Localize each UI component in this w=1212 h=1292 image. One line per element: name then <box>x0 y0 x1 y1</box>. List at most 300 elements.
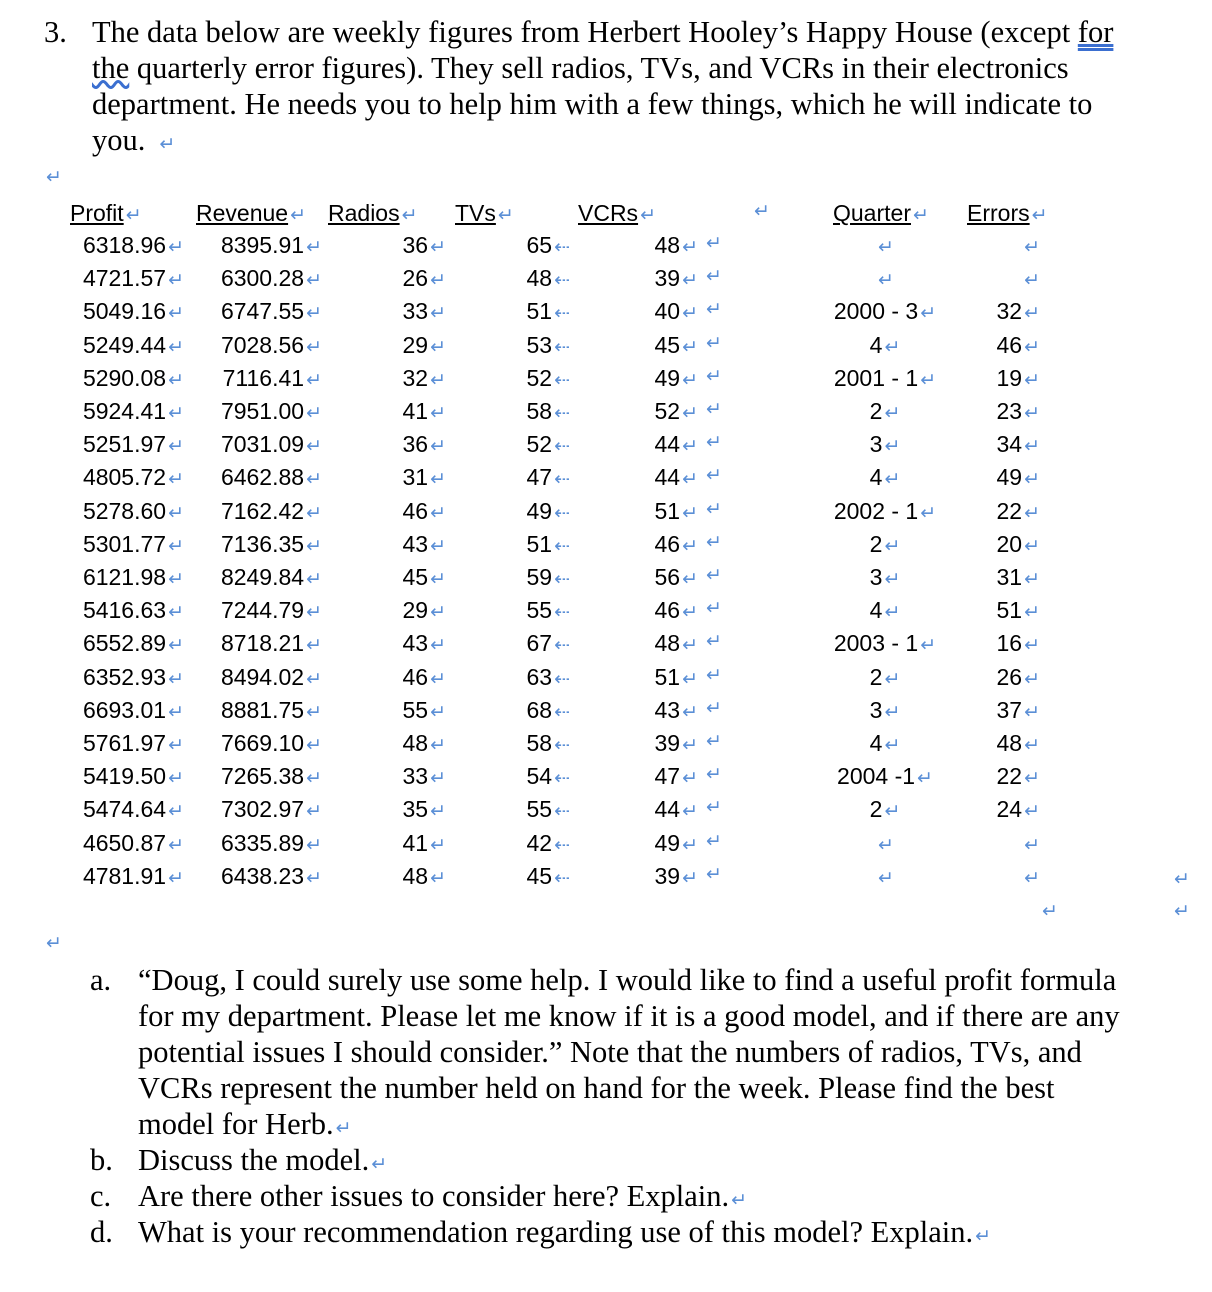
return-icon: ↵ <box>430 302 446 325</box>
cell-tvs: 47 ⇠ <box>526 464 570 491</box>
cell-vcrs: 44 ↵ <box>654 464 698 491</box>
return-icon: ↵ <box>1024 335 1040 358</box>
return-icon: ↵ <box>306 667 322 690</box>
return-icon: ↵ <box>168 269 184 292</box>
return-icon: ↵ <box>306 302 322 325</box>
return-icon: ↵ <box>706 331 722 354</box>
return-icon: ↵ <box>1024 866 1040 889</box>
cell-tvs: 51 ⇠ <box>526 298 570 325</box>
cell-revenue: 8881.75 ↵ <box>220 696 322 723</box>
return-icon: ↵ <box>682 335 698 358</box>
return-icon: ⇠ <box>554 601 570 624</box>
return-icon: ↵ <box>1174 868 1190 890</box>
cell-errors: 16 ↵ <box>996 630 1040 657</box>
return-icon: ↵ <box>290 204 306 226</box>
question-c-line-1: Are there other issues to consider here? Explain. ↵ <box>138 1179 748 1213</box>
cell-tvs: 42 ⇠ <box>526 829 570 856</box>
return-icon: ↵ <box>168 568 184 590</box>
return-icon: ↵ <box>920 501 937 524</box>
return-icon: ⇠ <box>554 568 570 590</box>
return-icon: ↵ <box>430 501 446 524</box>
return-icon: ⇠ <box>554 700 570 723</box>
return-icon: ↵ <box>306 435 322 458</box>
return-icon: ↵ <box>682 734 698 756</box>
return-icon: ↵ <box>430 634 446 657</box>
return-icon: ↵ <box>306 833 322 856</box>
return-icon: ↵ <box>706 564 722 586</box>
return-icon: ↵ <box>430 236 446 258</box>
return-icon: ↵ <box>706 265 722 288</box>
return-icon: ↵ <box>306 767 322 790</box>
cell-errors <box>960 232 1040 259</box>
cell-radios: 43 ↵ <box>402 530 446 557</box>
return-icon: ↵ <box>168 501 184 524</box>
return-icon: ↵ <box>1024 501 1040 524</box>
return-icon: ⇠ <box>554 468 570 491</box>
cell-tvs: 45 ⇠ <box>526 862 570 889</box>
return-icon: ↵ <box>1024 700 1040 723</box>
return-icon: ↵ <box>878 833 894 856</box>
cell-profit: 6352.93 ↵ <box>82 663 184 690</box>
return-icon: ↵ <box>1024 734 1040 756</box>
return-icon: ↵ <box>682 468 698 491</box>
return-icon: ↵ <box>430 435 446 458</box>
return-icon: ↵ <box>682 700 698 723</box>
cell-radios: 55 ↵ <box>402 696 446 723</box>
return-icon: ↵ <box>706 829 722 852</box>
cell-errors: 19 ↵ <box>996 364 1040 391</box>
cell-errors: 49 ↵ <box>996 464 1040 491</box>
return-icon: ↵ <box>884 468 901 491</box>
return-icon: ↵ <box>1024 833 1040 856</box>
return-icon: ⇠ <box>554 435 570 458</box>
return-icon: ↵ <box>168 833 184 856</box>
return-icon: ↵ <box>306 269 322 292</box>
return-icon: ↵ <box>168 866 184 889</box>
cell-profit: 6318.96 ↵ <box>82 232 184 258</box>
cell-revenue: 7244.79 ↵ <box>220 597 322 624</box>
cell-quarter: 4 ↵ <box>869 730 901 756</box>
return-icon: ↵ <box>878 236 894 258</box>
cell-revenue: 8494.02 ↵ <box>220 663 322 690</box>
header-tvs: TVs ↵ <box>455 200 514 226</box>
cell-profit: 5416.63 ↵ <box>82 597 184 624</box>
cell-quarter <box>820 830 950 857</box>
return-icon: ↵ <box>682 667 698 690</box>
cell-radios: 33 ↵ <box>402 763 446 790</box>
return-icon: ↵ <box>640 204 656 226</box>
header-quarter: Quarter ↵ <box>833 200 929 226</box>
cell-errors: 32 ↵ <box>996 298 1040 325</box>
cell-tvs: 68 ⇠ <box>526 696 570 723</box>
cell-tvs: 67 ⇠ <box>526 630 570 657</box>
cell-revenue: 7669.10 ↵ <box>220 730 322 756</box>
cell-vcrs: 44 ↵ <box>654 431 698 458</box>
return-icon: ↵ <box>168 734 184 756</box>
cell-errors: 34 ↵ <box>996 431 1040 458</box>
cell-tvs: 63 ⇠ <box>526 663 570 690</box>
return-icon: ↵ <box>168 402 184 424</box>
cell-profit: 5474.64 ↵ <box>82 796 184 823</box>
return-icon: ↵ <box>682 800 698 823</box>
return-icon: ↵ <box>682 236 698 258</box>
return-icon: ⇠ <box>554 402 570 424</box>
return-icon: ↵ <box>920 634 937 657</box>
cell-tvs: 52 ⇠ <box>526 431 570 458</box>
cell-revenue: 7951.00 ↵ <box>220 398 322 424</box>
return-icon: ⇠ <box>554 501 570 524</box>
cell-profit: 4805.72 ↵ <box>82 464 184 491</box>
return-icon: ↵ <box>1024 601 1040 624</box>
cell-errors <box>960 830 1040 857</box>
cell-errors: 31 ↵ <box>996 564 1040 590</box>
cell-errors: 48 ↵ <box>996 730 1040 756</box>
cell-radios: 46 ↵ <box>402 663 446 690</box>
return-icon: ↵ <box>430 601 446 624</box>
return-icon: ↵ <box>912 204 929 226</box>
cell-revenue: 6438.23 ↵ <box>220 862 322 889</box>
cell-errors: 26 ↵ <box>996 663 1040 690</box>
cell-quarter: 2 ↵ <box>869 398 901 424</box>
return-icon: ⇠ <box>554 800 570 823</box>
return-icon: ↵ <box>878 269 894 292</box>
return-icon: ↵ <box>706 630 722 653</box>
return-icon: ↵ <box>682 568 698 590</box>
problem-line-3: department. He needs you to help him with a few things, which he will indicate to <box>92 87 1093 121</box>
cell-quarter: 4 ↵ <box>869 331 901 358</box>
return-icon: ↵ <box>306 700 322 723</box>
cell-quarter: 2001 - 1 ↵ <box>833 364 937 391</box>
cell-quarter: 2003 - 1 ↵ <box>833 630 937 657</box>
return-icon: ↵ <box>706 497 722 520</box>
cell-radios: 36 ↵ <box>402 232 446 258</box>
question-b-line-1: Discuss the model. ↵ <box>138 1143 388 1177</box>
return-icon: ↵ <box>306 866 322 889</box>
return-icon: ↵ <box>884 700 901 723</box>
question-d-line-1: What is your recommendation regarding use of this model? Explain. ↵ <box>138 1215 992 1249</box>
cell-revenue: 7162.42 ↵ <box>220 497 322 524</box>
return-icon: ↵ <box>168 534 184 557</box>
cell-quarter: 4 ↵ <box>869 597 901 624</box>
cell-revenue: 7028.56 ↵ <box>220 331 322 358</box>
return-icon: ↵ <box>878 866 894 889</box>
return-icon: ↵ <box>430 734 446 756</box>
return-icon: ↵ <box>430 568 446 590</box>
return-icon: ↵ <box>46 166 62 188</box>
cell-quarter <box>820 232 950 259</box>
return-icon: ↵ <box>1024 634 1040 657</box>
return-icon: ↵ <box>884 335 901 358</box>
cell-quarter: 3 ↵ <box>869 696 901 723</box>
cell-revenue: 6747.55 ↵ <box>220 298 322 325</box>
return-icon: ↵ <box>1174 900 1190 922</box>
return-icon: ↵ <box>430 335 446 358</box>
return-icon: ↵ <box>306 634 322 657</box>
cell-revenue: 6462.88 ↵ <box>220 464 322 491</box>
cell-quarter: 2 ↵ <box>869 663 901 690</box>
cell-revenue: 7031.09 ↵ <box>220 431 322 458</box>
cell-quarter <box>820 863 950 890</box>
cell-profit: 5419.50 ↵ <box>82 763 184 790</box>
cell-quarter: 3 ↵ <box>869 564 901 590</box>
cell-tvs: 55 ⇠ <box>526 796 570 823</box>
cell-errors: 20 ↵ <box>996 530 1040 557</box>
cell-revenue: 6335.89 ↵ <box>220 829 322 856</box>
return-icon: ↵ <box>682 601 698 624</box>
return-icon: ↵ <box>430 402 446 424</box>
return-icon: ↵ <box>168 236 184 258</box>
return-icon: ↵ <box>430 700 446 723</box>
return-icon: ↵ <box>884 800 901 823</box>
cell-revenue: 8718.21 ↵ <box>220 630 322 657</box>
return-icon: ↵ <box>975 1225 992 1247</box>
cell-profit: 5278.60 ↵ <box>82 497 184 524</box>
cell-tvs: 51 ⇠ <box>526 530 570 557</box>
return-icon: ↵ <box>306 501 322 524</box>
problem-line-4: you. ↵ <box>92 123 176 157</box>
return-icon: ↵ <box>682 368 698 391</box>
return-icon: ↵ <box>306 402 322 424</box>
return-icon: ↵ <box>1024 402 1040 424</box>
cell-vcrs: 48 ↵ <box>654 232 698 258</box>
cell-radios: 32 ↵ <box>402 364 446 391</box>
return-icon: ↵ <box>1024 269 1040 292</box>
cell-vcrs: 48 ↵ <box>654 630 698 657</box>
return-icon: ↵ <box>430 534 446 557</box>
cell-radios: 26 ↵ <box>402 265 446 292</box>
cell-tvs: 55 ⇠ <box>526 597 570 624</box>
cell-vcrs: 51 ↵ <box>654 663 698 690</box>
return-icon: ↵ <box>682 866 698 889</box>
cell-vcrs: 44 ↵ <box>654 796 698 823</box>
return-icon: ↵ <box>306 368 322 391</box>
return-icon: ↵ <box>168 435 184 458</box>
return-icon: ↵ <box>706 663 722 686</box>
problem-number: 3. <box>44 15 67 49</box>
return-icon: ↵ <box>682 534 698 557</box>
return-icon: ↵ <box>682 269 698 292</box>
return-icon: ↵ <box>682 833 698 856</box>
header-profit: Profit ↵ <box>70 200 142 226</box>
cell-quarter: 3 ↵ <box>869 431 901 458</box>
return-icon: ↵ <box>706 862 722 885</box>
cell-radios: 48 ↵ <box>402 730 446 756</box>
cell-revenue: 8395.91 ↵ <box>220 232 322 258</box>
return-icon: ⇠ <box>554 767 570 790</box>
cell-revenue: 7136.35 ↵ <box>220 530 322 557</box>
header-revenue: Revenue ↵ <box>196 200 306 226</box>
return-icon: ↵ <box>884 435 901 458</box>
question-c-label: c. <box>90 1179 112 1213</box>
cell-profit: 6121.98 ↵ <box>82 564 184 590</box>
return-icon: ↵ <box>706 696 722 719</box>
return-icon: ↵ <box>682 767 698 790</box>
cell-errors: 37 ↵ <box>996 696 1040 723</box>
return-icon: ↵ <box>884 402 901 424</box>
return-icon: ↵ <box>125 204 142 226</box>
return-icon: ↵ <box>1031 204 1048 226</box>
return-icon: ↵ <box>168 468 184 491</box>
return-icon: ↵ <box>371 1153 388 1175</box>
return-icon: ⇠ <box>554 269 570 292</box>
return-icon: ↵ <box>497 204 514 226</box>
cell-errors: 51 ↵ <box>996 597 1040 624</box>
question-a-line-2: for my department. Please let me know if it is a good model, and if there are any <box>138 999 1120 1033</box>
return-icon: ↵ <box>306 236 322 258</box>
problem-line-1: The data below are weekly figures from Herbert Hooley’s Happy House (except for <box>92 15 1114 49</box>
cell-tvs: 59 ⇠ <box>526 564 570 590</box>
return-icon: ↵ <box>1024 236 1040 258</box>
return-icon: ⇠ <box>554 534 570 557</box>
cell-vcrs: 39 ↵ <box>654 265 698 292</box>
return-icon: ↵ <box>706 597 722 620</box>
question-a-line-1: “Doug, I could surely use some help. I would like to find a useful profit formula <box>138 963 1117 997</box>
question-b-label: b. <box>90 1143 113 1177</box>
question-d-label: d. <box>90 1215 113 1249</box>
cell-profit: 4650.87 ↵ <box>82 829 184 856</box>
cell-tvs: 53 ⇠ <box>526 331 570 358</box>
return-icon: ↵ <box>168 634 184 657</box>
return-icon: ↵ <box>920 302 937 325</box>
return-icon: ↵ <box>682 402 698 424</box>
cell-revenue: 7302.97 ↵ <box>220 796 322 823</box>
return-icon: ↵ <box>731 1189 748 1211</box>
return-icon: ↵ <box>401 204 418 226</box>
header-vcrs: VCRs ↵ <box>578 200 656 226</box>
cell-radios: 29 ↵ <box>402 597 446 624</box>
return-icon: ↵ <box>159 133 176 155</box>
cell-revenue: 7265.38 ↵ <box>220 763 322 790</box>
cell-profit: 5049.16 ↵ <box>82 298 184 325</box>
return-icon: ↵ <box>682 435 698 458</box>
return-icon: ↵ <box>884 734 901 756</box>
question-a-line-4: VCRs represent the number held on hand for the week. Please find the best <box>138 1071 1055 1105</box>
cell-vcrs: 46 ↵ <box>654 530 698 557</box>
cell-radios: 46 ↵ <box>402 497 446 524</box>
cell-revenue: 7116.41 ↵ <box>222 364 322 391</box>
return-icon: ↵ <box>430 368 446 391</box>
return-icon: ↵ <box>306 800 322 823</box>
return-icon: ↵ <box>168 302 184 325</box>
return-icon: ↵ <box>168 800 184 823</box>
return-icon: ⇠ <box>554 866 570 889</box>
return-icon: ↵ <box>706 763 722 786</box>
cell-revenue: 8249.84 ↵ <box>220 564 322 590</box>
cell-vcrs: 40 ↵ <box>654 298 698 325</box>
underlined-word-for: for <box>1077 15 1114 49</box>
return-icon: ↵ <box>306 601 322 624</box>
cell-radios: 43 ↵ <box>402 630 446 657</box>
cell-radios: 45 ↵ <box>402 564 446 590</box>
return-icon: ↵ <box>430 833 446 856</box>
header-errors: Errors ↵ <box>967 200 1048 226</box>
header-radios: Radios ↵ <box>328 200 418 226</box>
return-icon: ↵ <box>430 866 446 889</box>
underlined-word-the: the <box>92 51 130 85</box>
return-icon: ↵ <box>706 796 722 819</box>
cell-radios: 29 ↵ <box>402 331 446 358</box>
return-icon: ⇠ <box>554 634 570 657</box>
return-icon: ↵ <box>706 298 722 321</box>
cell-vcrs: 47 ↵ <box>654 763 698 790</box>
return-icon: ↵ <box>306 534 322 557</box>
return-icon: ↵ <box>168 601 184 624</box>
return-icon: ↵ <box>430 468 446 491</box>
cell-vcrs: 46 ↵ <box>654 597 698 624</box>
return-icon: ↵ <box>1024 302 1040 325</box>
return-icon: ↵ <box>884 667 901 690</box>
cell-vcrs: 49 ↵ <box>654 364 698 391</box>
question-a-line-5: model for Herb. ↵ <box>138 1107 352 1141</box>
question-a-line-3: potential issues I should consider.” Note that the numbers of radios, TVs, and <box>138 1035 1082 1069</box>
cell-errors: 22 ↵ <box>996 763 1040 790</box>
return-icon: ↵ <box>884 601 901 624</box>
return-icon: ↵ <box>1024 435 1040 458</box>
return-icon: ↵ <box>706 530 722 553</box>
cell-vcrs: 51 ↵ <box>654 497 698 524</box>
cell-vcrs: 56 ↵ <box>654 564 698 590</box>
cell-profit: 4781.91 ↵ <box>82 862 184 889</box>
return-icon: ↵ <box>682 501 698 524</box>
return-icon: ⇠ <box>554 335 570 358</box>
return-icon: ↵ <box>754 200 770 222</box>
cell-quarter: 2 ↵ <box>869 796 901 823</box>
cell-profit: 5249.44 ↵ <box>82 331 184 358</box>
return-icon: ↵ <box>706 398 722 420</box>
return-icon: ↵ <box>1024 667 1040 690</box>
return-icon: ↵ <box>706 431 722 454</box>
return-icon: ⇠ <box>554 368 570 391</box>
return-icon: ↵ <box>168 667 184 690</box>
cell-vcrs: 45 ↵ <box>654 331 698 358</box>
cell-tvs: 58 ⇠ <box>526 730 570 756</box>
return-icon: ⇠ <box>554 236 570 258</box>
cell-quarter: 2002 - 1 ↵ <box>833 497 937 524</box>
return-icon: ↵ <box>306 468 322 491</box>
cell-errors <box>960 863 1040 890</box>
cell-profit: 5290.08 ↵ <box>82 364 184 391</box>
problem-line-2: the quarterly error figures). They sell radios, TVs, and VCRs in their electronics <box>92 51 1069 85</box>
return-icon: ↵ <box>706 730 722 752</box>
question-a-label: a. <box>90 963 112 997</box>
cell-profit: 5924.41 ↵ <box>82 398 184 424</box>
return-icon: ↵ <box>1024 468 1040 491</box>
cell-quarter: 4 ↵ <box>869 464 901 491</box>
return-icon: ↵ <box>46 932 62 954</box>
return-icon: ↵ <box>430 800 446 823</box>
return-icon: ↵ <box>430 269 446 292</box>
cell-radios: 41 ↵ <box>402 829 446 856</box>
return-icon: ↵ <box>706 364 722 387</box>
cell-tvs: 65 ⇠ <box>526 232 570 258</box>
cell-quarter: 2004 -1 ↵ <box>837 763 933 790</box>
cell-quarter: 2 ↵ <box>869 530 901 557</box>
cell-radios: 33 ↵ <box>402 298 446 325</box>
cell-radios: 31 ↵ <box>402 464 446 491</box>
return-icon: ↵ <box>682 302 698 325</box>
return-icon: ↵ <box>168 368 184 391</box>
return-icon: ↵ <box>168 700 184 723</box>
cell-vcrs: 49 ↵ <box>654 829 698 856</box>
return-icon: ↵ <box>1024 800 1040 823</box>
return-icon: ↵ <box>335 1117 352 1139</box>
cell-revenue: 6300.28 ↵ <box>220 265 322 292</box>
return-icon: ↵ <box>884 534 901 557</box>
cell-profit: 5251.97 ↵ <box>82 431 184 458</box>
return-icon: ↵ <box>306 568 322 590</box>
cell-errors: 22 ↵ <box>996 497 1040 524</box>
return-icon: ⇠ <box>554 734 570 756</box>
